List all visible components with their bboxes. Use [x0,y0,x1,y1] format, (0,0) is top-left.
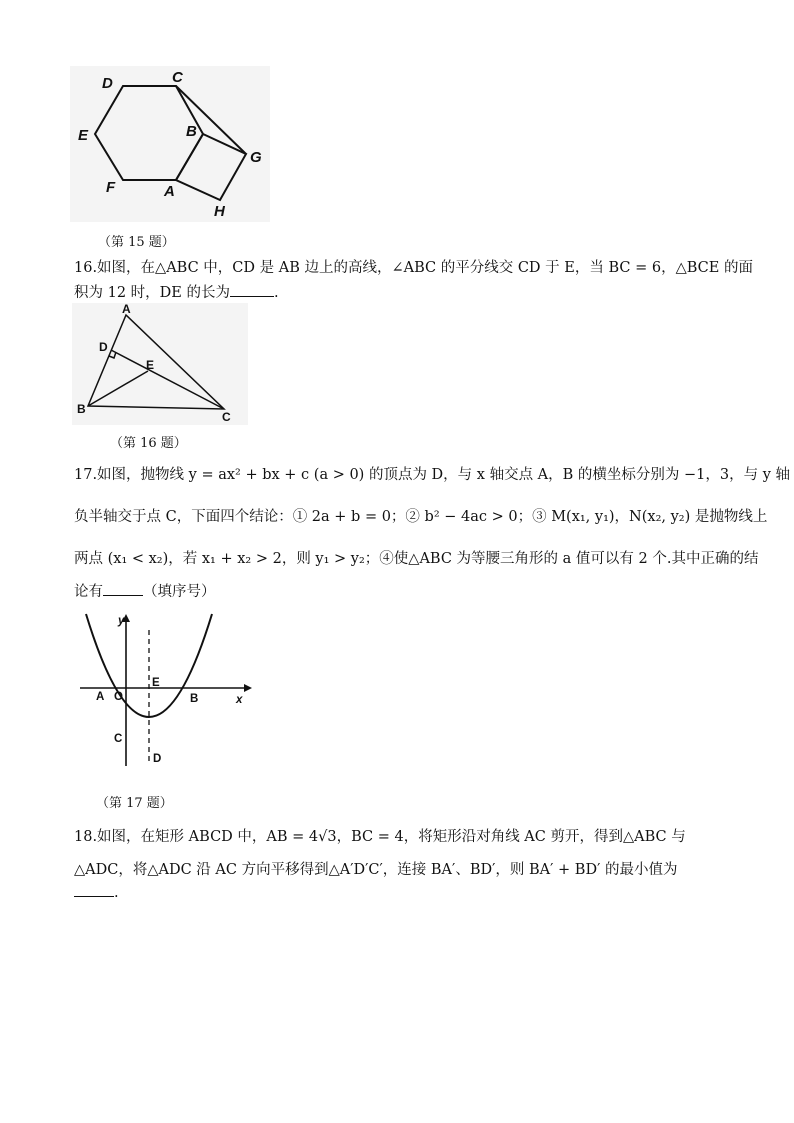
figure-17-caption: （第 17 题） [96,796,173,811]
q16-answer-blank[interactable] [230,284,274,297]
q17-line4-text: 论有 [74,584,103,600]
q18-line2: △ADC，将△ADC 沿 AC 方向平移得到△A′D′C′，连接 BA′、BD′，则 BA′ + BD′ 的最小值为 [74,862,678,878]
q17-line2: 负半轴交于点 C，下面四个结论：① 2a + b = 0；② b² − 4ac > 0；③ M(x₁, y₁)，N(x₂, y₂) 是抛物线上 [74,509,768,525]
figure-15 [70,66,270,222]
label-y: y [118,615,125,627]
q16-line2-text: 积为 12 时，DE 的长为 [74,285,230,301]
q17-line4-end: （填序号） [143,584,216,600]
label-C: C [114,733,123,745]
figure-16 [72,303,248,425]
label-B: B [77,402,86,416]
label-A: A [164,183,175,200]
q17-line3: 两点 (x₁ < x₂)，若 x₁ + x₂ > 2，则 y₁ > y₂；④使△ABC 为等腰三角形的 a 值可以有 2 个.其中正确的结 [74,551,759,567]
q16-line2 [74,281,279,302]
label-G: G [250,149,262,166]
q17-line1: 17.如图，抛物线 y = ax² + bx + c (a > 0) 的顶点为 D，与 x 轴交点 A，B 的横坐标分别为 −1，3，与 y 轴 [74,467,791,483]
label-H: H [214,203,225,220]
label-B: B [190,693,199,705]
label-D: D [153,753,162,765]
label-O: O [114,691,123,703]
q18-answer-blank[interactable] [74,884,114,897]
label-D: D [102,75,113,92]
label-E: E [152,677,160,689]
q17-answer-blank[interactable] [103,583,143,596]
label-E: E [78,127,89,144]
label-E: E [146,358,155,372]
label-B: B [186,123,197,140]
label-A: A [96,691,105,703]
label-x: x [236,694,243,706]
q16-line1: 16.如图，在△ABC 中，CD 是 AB 边上的高线，∠ABC 的平分线交 CD 于 E，当 BC = 6，△BCE 的面 [74,260,753,276]
figure-17 [74,610,254,780]
x-axis-arrow-icon [244,684,252,692]
figure-15-caption: （第 15 题） [98,235,175,250]
label-F: F [106,179,116,196]
q16-line2-end: . [274,285,279,301]
q17-line4 [74,580,216,601]
label-C: C [172,69,183,86]
q18-line3-end: . [114,885,119,901]
q18-line3 [74,884,119,901]
label-D: D [99,340,108,354]
label-A: A [122,303,131,316]
q18-line1: 18.如图，在矩形 ABCD 中，AB = 4√3，BC = 4，将矩形沿对角线 AC 剪开，得到△ABC 与 [74,829,686,845]
figure-16-caption: （第 16 题） [110,436,187,451]
label-C: C [222,410,231,424]
